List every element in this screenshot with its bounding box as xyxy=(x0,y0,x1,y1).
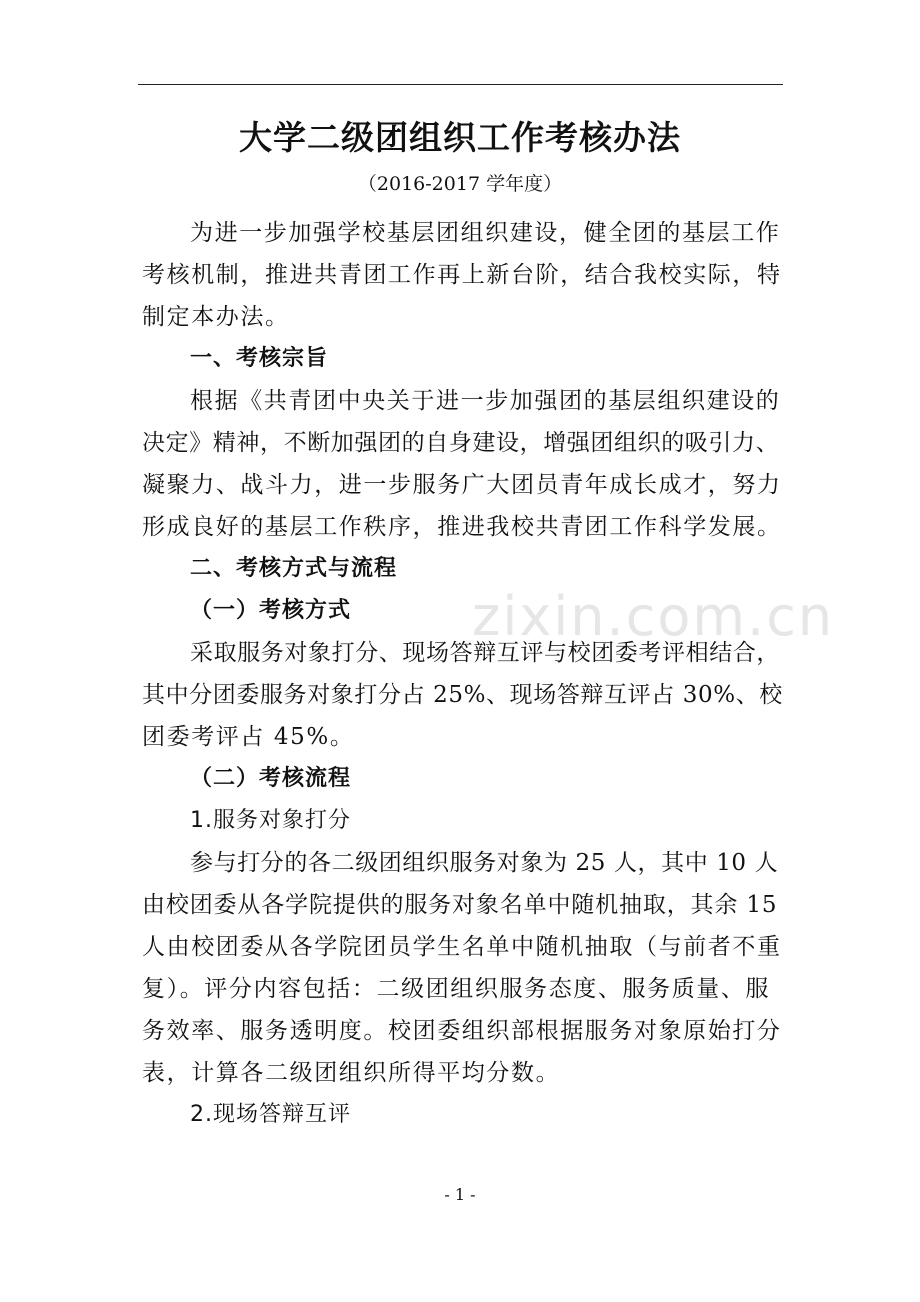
purpose-line-2: 决定》精神，不断加强团的自身建设，增强团组织的吸引力、 xyxy=(142,430,780,456)
scoring-line-5: 务效率、服务透明度。校团委组织部根据服务对象原始打分 xyxy=(142,1018,782,1044)
intro-line-2: 考核机制，推进共青团工作再上新台阶，结合我校实际，特 xyxy=(142,262,782,288)
method-line-3: 团委考评占 45%。 xyxy=(142,724,355,750)
subsection-heading-method: （一）考核方式 xyxy=(190,598,352,623)
item-heading-service-scoring: 1.服务对象打分 xyxy=(190,808,351,833)
section-heading-method: 二、考核方式与流程 xyxy=(190,556,398,581)
section-heading-purpose: 一、考核宗旨 xyxy=(190,346,329,371)
purpose-line-1: 根据《共青团中央关于进一步加强团的基层组织建设的 xyxy=(190,388,781,414)
scoring-line-1: 参与打分的各二级团组织服务对象为 25 人，其中 10 人 xyxy=(190,850,779,876)
document-title: 大学二级团组织工作考核办法 xyxy=(239,118,681,157)
intro-line-3: 制定本办法。 xyxy=(142,304,290,330)
page-number: - 1 - xyxy=(444,1185,476,1204)
scoring-line-4: 复）。评分内容包括：二级团组织服务态度、服务质量、服 xyxy=(142,976,771,1002)
item-heading-defense: 2.现场答辩互评 xyxy=(190,1102,351,1127)
purpose-line-3: 凝聚力、战斗力，进一步服务广大团员青年成长成才，努力 xyxy=(142,472,782,498)
header-rule xyxy=(138,84,783,85)
intro-line-1: 为进一步加强学校基层团组织建设，健全团的基层工作 xyxy=(190,220,781,246)
scoring-line-6: 表，计算各二级团组织所得平均分数。 xyxy=(142,1060,561,1086)
method-line-2: 其中分团委服务对象打分占 25%、现场答辩互评占 30%、校 xyxy=(142,682,783,708)
scoring-line-3: 人由校团委从各学院团员学生名单中随机抽取（与前者不重 xyxy=(142,934,782,960)
subsection-heading-process: （二）考核流程 xyxy=(190,766,352,791)
scoring-line-2: 由校团委从各学院提供的服务对象名单中随机抽取，其余 15 xyxy=(142,892,778,918)
document-subtitle: （2016-2017 学年度） xyxy=(357,173,563,195)
purpose-line-4: 形成良好的基层工作秩序，推进我校共青团工作科学发展。 xyxy=(142,514,782,540)
watermark: zixin.com.cn xyxy=(472,585,835,648)
method-line-1: 采取服务对象打分、现场答辩互评与校团委考评相结合， xyxy=(190,640,780,666)
